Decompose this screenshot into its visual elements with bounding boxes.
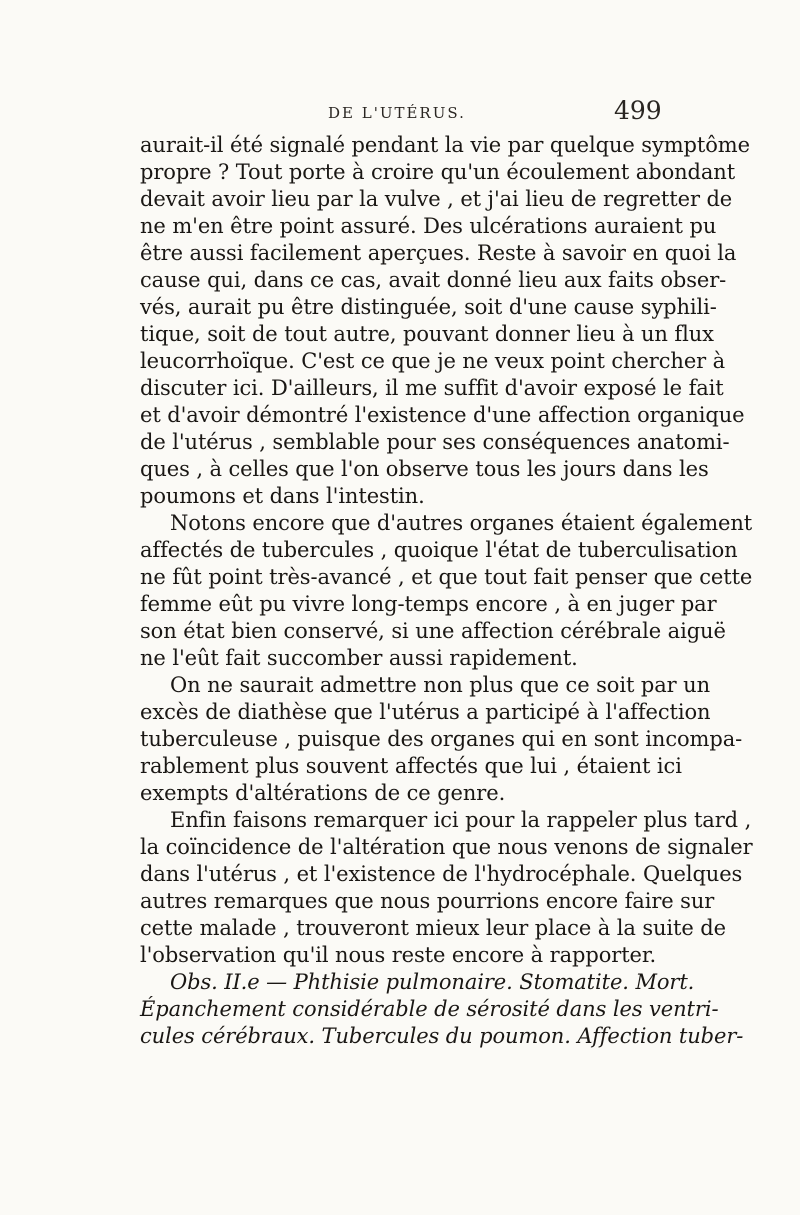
text-line: de l'utérus , semblable pour ses conséquences anatomi- [140, 430, 730, 454]
paragraph-start: Enfin faisons remarquer ici pour la rappeler plus tard , [170, 808, 752, 832]
text-line: être aussi facilement aperçues. Reste à savoir en quoi la [140, 241, 737, 265]
text-line: ne fût point très-avancé , et que tout fait penser que cette [140, 565, 753, 589]
running-head [0, 96, 800, 130]
text-line: femme eût pu vivre long-temps encore , à en juger par [140, 592, 717, 616]
text-line: autres remarques que nous pourrions encore faire sur [140, 889, 715, 913]
text-line: ne m'en être point assuré. Des ulcérations auraient pu [140, 214, 717, 238]
text-line: ques , à celles que l'on observe tous les jours dans les [140, 457, 709, 481]
running-head-title: DE L'UTÉRUS. [328, 104, 466, 122]
paragraph-start: Notons encore que d'autres organes étaient également [170, 511, 753, 535]
observation-heading: Obs. II.e — Phthisie pulmonaire. Stomatite. Mort. [170, 970, 695, 994]
text-line: exempts d'altérations de ce genre. [140, 781, 506, 805]
text-line: dans l'utérus , et l'existence de l'hydrocéphale. Quelques [140, 862, 743, 886]
text-line: vés, aurait pu être distinguée, soit d'une cause syphili- [140, 295, 717, 319]
text-line: rablement plus souvent affectés que lui , étaient ici [140, 754, 682, 778]
text-line: leucorrhoïque. C'est ce que je ne veux point chercher à [140, 349, 726, 373]
page-number: 499 [614, 96, 662, 125]
text-line: son état bien conservé, si une affection cérébrale aiguë [140, 619, 726, 643]
text-line: et d'avoir démontré l'existence d'une affection organique [140, 403, 745, 427]
text-line: devait avoir lieu par la vulve , et j'ai lieu de regretter de [140, 187, 733, 211]
text-line: tuberculeuse , puisque des organes qui en sont incompa- [140, 727, 743, 751]
body-text [140, 132, 753, 1050]
text-line: la coïncidence de l'altération que nous venons de signaler [140, 835, 753, 859]
observation-heading-line: Épanchement considérable de sérosité dans les ventri- [140, 997, 719, 1021]
text-line: poumons et dans l'intestin. [140, 484, 425, 508]
text-line: l'observation qu'il nous reste encore à rapporter. [140, 943, 657, 967]
text-line: affectés de tubercules , quoique l'état de tuberculisation [140, 538, 738, 562]
text-line: aurait-il été signalé pendant la vie par quelque symptôme [140, 133, 750, 157]
paragraph-start: On ne saurait admettre non plus que ce soit par un [170, 673, 710, 697]
text-line: discuter ici. D'ailleurs, il me suffit d'avoir exposé le fait [140, 376, 724, 400]
text-line: excès de diathèse que l'utérus a participé à l'affection [140, 700, 711, 724]
text-line: propre ? Tout porte à croire qu'un écoulement abondant [140, 160, 736, 184]
observation-heading-line: cules cérébraux. Tubercules du poumon. Affection tuber- [140, 1024, 744, 1048]
text-line: cette malade , trouveront mieux leur place à la suite de [140, 916, 726, 940]
text-line: ne l'eût fait succomber aussi rapidement. [140, 646, 578, 670]
text-line: cause qui, dans ce cas, avait donné lieu aux faits obser- [140, 268, 727, 292]
text-line: tique, soit de tout autre, pouvant donner lieu à un flux [140, 322, 714, 346]
